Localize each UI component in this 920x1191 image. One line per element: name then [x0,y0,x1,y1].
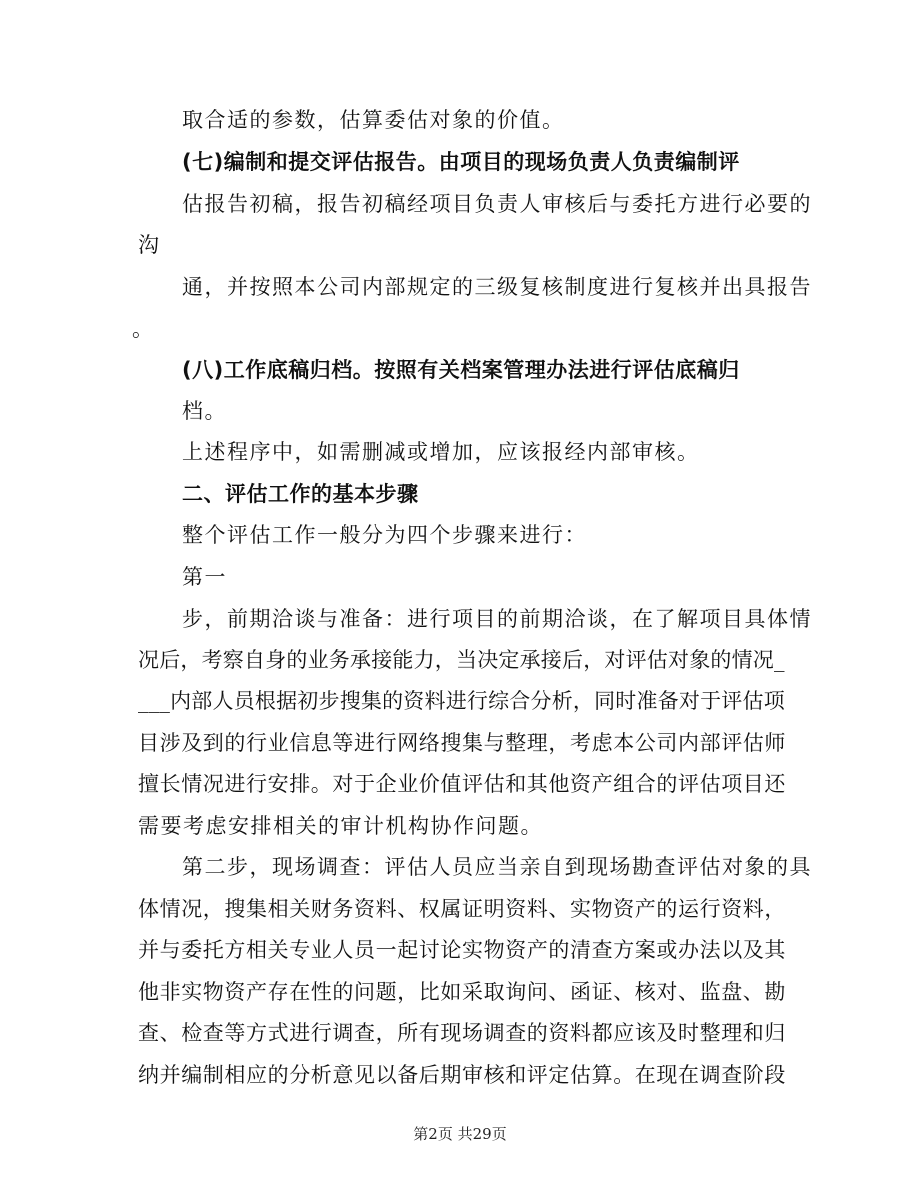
text-line-12: 第一 [182,565,227,589]
text-line-21: 并与委托方相关专业人员一起讨论实物资产的清查方案或办法以及其 [138,938,786,962]
text-line-13: 步，前期洽谈与准备：进行项目的前期洽谈，在了解项目具体情 [182,607,812,631]
text-line-16: 目涉及到的行业信息等进行网络搜集与整理，考虑本公司内部评估师 [138,731,786,755]
text-line-19: 第二步，现场调查：评估人员应当亲自到现场勘查评估对象的具 [182,855,812,879]
section-heading-8: (八)工作底稿归档。按照有关档案管理办法进行评估底稿归 [182,358,740,382]
text-line-20: 体情况，搜集相关财务资料、权属证明资料、实物资产的运行资料， [138,897,786,921]
text-line-14: 况后，考察自身的业务承接能力，当决定承接后，对评估对象的情况_ [138,648,785,672]
section-heading-2: 二、评估工作的基本步骤 [182,482,419,506]
section-heading-7: (七)编制和提交评估报告。由项目的现场负责人负责编制评 [182,150,740,174]
text-line-11: 整个评估工作一般分为四个步骤来进行： [182,523,587,547]
page-number-footer: 第2页 共29页 [413,1125,507,1143]
text-line-1: 取合适的参数，估算委估对象的价值。 [182,108,565,132]
text-line-5: 通，并按照本公司内部规定的三级复核制度进行复核并出具报告 [182,275,812,299]
text-line-6: 。 [132,317,155,341]
text-line-17: 擅长情况进行安排。对于企业价值评估和其他资产组合的评估项目还 [138,772,786,796]
text-line-8: 档。 [182,399,227,423]
text-line-3: 估报告初稿，报告初稿经项目负责人审核后与委托方进行必要的 [182,192,812,216]
text-line-23: 查、检查等方式进行调查，所有现场调查的资料都应该及时整理和归 [138,1021,786,1045]
text-line-4: 沟 [138,233,161,257]
text-line-15: ___内部人员根据初步搜集的资料进行综合分析，同时准备对于评估项 [138,689,785,713]
text-line-9: 上述程序中，如需删减或增加，应该报经内部审核。 [182,440,700,464]
text-line-24: 纳并编制相应的分析意见以备后期审核和评定估算。在现在调查阶段 [138,1063,786,1087]
text-line-22: 他非实物资产存在性的问题，比如采取询问、函证、核对、监盘、勘 [138,980,786,1004]
text-line-18: 需要考虑安排相关的审计机构协作问题。 [138,814,543,838]
